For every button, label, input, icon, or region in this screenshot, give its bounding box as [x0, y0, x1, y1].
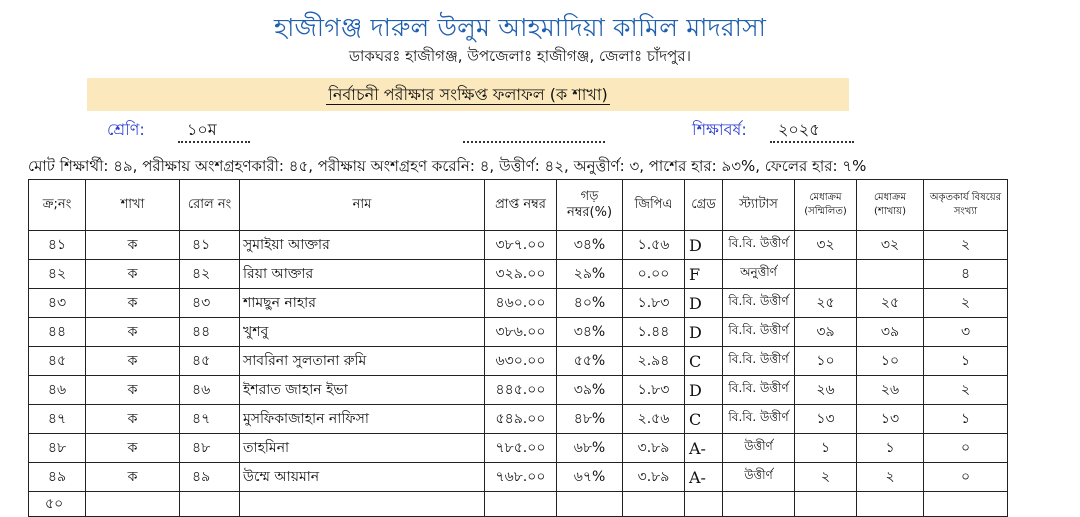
cell-gpa: ১.৫৬ — [623, 231, 685, 260]
cell-roll: ৪৮ — [180, 434, 240, 463]
cell-marks: ৩৮৬.০০ — [485, 318, 557, 347]
cell-grade: F — [685, 260, 723, 289]
header-marks: প্রাপ্ত নম্বর — [485, 180, 557, 231]
header-failed-subjects: অকৃতকার্য বিষয়ের সংখ্যা — [924, 180, 1008, 231]
header-merit-combined: মেধাক্রম (সম্মিলিত) — [795, 180, 857, 231]
class-value: ১০ম — [187, 120, 217, 139]
cell-name: খুশবু — [240, 318, 485, 347]
cell-grade: A- — [685, 463, 723, 492]
cell-grade — [685, 492, 723, 517]
header-avg: গড় নম্বর(%) — [557, 180, 623, 231]
cell-serial: ৪৪ — [29, 318, 86, 347]
cell-name: সাবরিনা সুলতানা রুমি — [240, 347, 485, 376]
banner-text: নির্বাচনী পরীক্ষার সংক্ষিপ্ত ফলাফল (ক শাখা) — [328, 85, 608, 104]
cell-failed-subjects — [924, 492, 1008, 517]
table-row — [29, 405, 1008, 434]
year-value: ২০২৫ — [778, 120, 820, 139]
cell-avg: ৩৪% — [557, 231, 623, 260]
cell-status: বি.বি. উত্তীর্ণ — [723, 231, 795, 260]
cell-name: উম্মে আয়মান — [240, 463, 485, 492]
cell-grade: D — [685, 289, 723, 318]
cell-serial: ৪২ — [29, 260, 86, 289]
cell-roll: ৪৬ — [180, 376, 240, 405]
middle-dotted-line — [463, 141, 605, 143]
cell-branch: ক — [86, 289, 180, 318]
table-row — [29, 260, 1008, 289]
cell-serial: ৪৮ — [29, 434, 86, 463]
table-row — [29, 231, 1008, 260]
cell-merit-branch: ৩৯ — [857, 318, 924, 347]
cell-avg: ৬৮% — [557, 434, 623, 463]
table-row — [29, 347, 1008, 376]
cell-gpa: ২.৫৬ — [623, 405, 685, 434]
cell-merit-combined: ৩৯ — [795, 318, 857, 347]
cell-status: বি.বি. উত্তীর্ণ — [723, 318, 795, 347]
cell-marks: ৩৮৭.০০ — [485, 231, 557, 260]
table-header-row — [29, 180, 1008, 231]
cell-failed-subjects: ০ — [924, 434, 1008, 463]
cell-marks: ৫৪৯.০০ — [485, 405, 557, 434]
cell-branch: ক — [86, 434, 180, 463]
cell-serial: ৪১ — [29, 231, 86, 260]
cell-branch: ক — [86, 376, 180, 405]
cell-name: তাহমিনা — [240, 434, 485, 463]
year-label: শিক্ষাবর্ষ: — [692, 120, 747, 139]
cell-avg: ৫৫% — [557, 347, 623, 376]
cell-failed-subjects: ১ — [924, 347, 1008, 376]
cell-gpa: ১.৮৩ — [623, 289, 685, 318]
cell-branch: ক — [86, 260, 180, 289]
cell-merit-branch: ২৫ — [857, 289, 924, 318]
institution-address: ডাকঘরঃ হাজীগঞ্জ, উপজেলাঃ হাজীগঞ্জ, জেলাঃ চাঁদপুর। — [349, 47, 691, 65]
class-dotted-line — [178, 141, 250, 143]
cell-serial: ৪৩ — [29, 289, 86, 318]
cell-roll: ৪৭ — [180, 405, 240, 434]
table-row — [29, 289, 1008, 318]
header-roll: রোল নং — [180, 180, 240, 231]
cell-merit-combined: ১ — [795, 434, 857, 463]
cell-merit-branch: ১ — [857, 434, 924, 463]
cell-avg: ৩৪% — [557, 318, 623, 347]
cell-avg — [557, 492, 623, 517]
cell-gpa: ৩.৮৯ — [623, 463, 685, 492]
institution-title: হাজীগঞ্জ দারুল উলুম আহমাদিয়া কামিল মাদরাসা — [273, 13, 767, 42]
table-row — [29, 318, 1008, 347]
cell-merit-branch: ২ — [857, 463, 924, 492]
cell-status: বি.বি. উত্তীর্ণ — [723, 405, 795, 434]
cell-gpa: ১.৮৩ — [623, 376, 685, 405]
cell-merit-combined: ২ — [795, 463, 857, 492]
header-branch: শাখা — [86, 180, 180, 231]
cell-merit-combined: ১০ — [795, 347, 857, 376]
cell-merit-combined: ১৩ — [795, 405, 857, 434]
cell-name: ইশরাত জাহান ইভা — [240, 376, 485, 405]
cell-serial: ৫০ — [29, 492, 86, 517]
table-row — [29, 376, 1008, 405]
header-grade: গ্রেড — [685, 180, 723, 231]
cell-avg: ৩৯% — [557, 376, 623, 405]
cell-name — [240, 492, 485, 517]
cell-grade: C — [685, 405, 723, 434]
cell-merit-combined: ২৬ — [795, 376, 857, 405]
class-label: শ্রেণি: — [107, 120, 145, 139]
result-banner — [87, 78, 849, 111]
table-body — [29, 231, 1008, 517]
cell-failed-subjects: ২ — [924, 289, 1008, 318]
cell-grade: D — [685, 231, 723, 260]
cell-merit-branch — [857, 492, 924, 517]
cell-status: বি.বি. উত্তীর্ণ — [723, 289, 795, 318]
header-gpa: জিপিএ — [623, 180, 685, 231]
cell-failed-subjects: ৪ — [924, 260, 1008, 289]
cell-grade: C — [685, 347, 723, 376]
cell-serial: ৪৬ — [29, 376, 86, 405]
cell-serial: ৪৭ — [29, 405, 86, 434]
cell-merit-combined: ২৫ — [795, 289, 857, 318]
cell-roll: ৪৩ — [180, 289, 240, 318]
year-dotted-line — [770, 141, 854, 143]
cell-roll: ৪৯ — [180, 463, 240, 492]
cell-name: শামছুন নাহার — [240, 289, 485, 318]
cell-name: রিয়া আক্তার — [240, 260, 485, 289]
cell-branch: ক — [86, 463, 180, 492]
cell-failed-subjects: ২ — [924, 376, 1008, 405]
cell-grade: D — [685, 376, 723, 405]
cell-branch: ক — [86, 318, 180, 347]
cell-gpa: ১.৪৪ — [623, 318, 685, 347]
cell-merit-branch — [857, 260, 924, 289]
cell-marks: ৩২৯.০০ — [485, 260, 557, 289]
cell-status: উত্তীর্ণ — [723, 434, 795, 463]
cell-roll: ৪২ — [180, 260, 240, 289]
header-serial: ক্র;নং — [29, 180, 86, 231]
cell-serial: ৪৯ — [29, 463, 86, 492]
cell-merit-branch: ২৬ — [857, 376, 924, 405]
cell-gpa: ০.০০ — [623, 260, 685, 289]
cell-serial: ৪৫ — [29, 347, 86, 376]
cell-marks: ৪৪৫.০০ — [485, 376, 557, 405]
result-summary: মোট শিক্ষার্থী: ৪৯, পরীক্ষায় অংশগ্রহণকারী: ৪৫, পরীক্ষায় অংশগ্রহণ করেনি: ৪, উত্তীর্ণ: ৪২, অনুত্তীর্ণ: ৩, পাশের হার: ৯৩%, ফেলের হার: ৭% — [28, 157, 867, 175]
cell-merit-combined: ৩২ — [795, 231, 857, 260]
cell-marks: ৭৮৫.০০ — [485, 434, 557, 463]
cell-roll: ৪৫ — [180, 347, 240, 376]
cell-gpa: ৩.৮৯ — [623, 434, 685, 463]
cell-marks: ৬৩০.০০ — [485, 347, 557, 376]
cell-branch — [86, 492, 180, 517]
result-table — [28, 179, 1008, 517]
cell-status: বি.বি. উত্তীর্ণ — [723, 376, 795, 405]
cell-marks: ৪৬০.০০ — [485, 289, 557, 318]
cell-merit-branch: ১০ — [857, 347, 924, 376]
cell-roll — [180, 492, 240, 517]
table-row — [29, 463, 1008, 492]
cell-branch: ক — [86, 347, 180, 376]
cell-grade: A- — [685, 434, 723, 463]
cell-avg: ৪০% — [557, 289, 623, 318]
cell-name: মুসফিকাজাহান নাফিসা — [240, 405, 485, 434]
cell-branch: ক — [86, 231, 180, 260]
cell-status: বি.বি. উত্তীর্ণ — [723, 347, 795, 376]
cell-merit-branch: ১৩ — [857, 405, 924, 434]
cell-grade: D — [685, 318, 723, 347]
cell-gpa: ২.৯৪ — [623, 347, 685, 376]
cell-failed-subjects: ২ — [924, 231, 1008, 260]
cell-avg: ৬৭% — [557, 463, 623, 492]
cell-failed-subjects: ০ — [924, 463, 1008, 492]
table-row — [29, 434, 1008, 463]
cell-failed-subjects: ১ — [924, 405, 1008, 434]
header-name: নাম — [240, 180, 485, 231]
cell-marks: ৭৬৮.০০ — [485, 463, 557, 492]
cell-avg: ৪৮% — [557, 405, 623, 434]
cell-failed-subjects: ৩ — [924, 318, 1008, 347]
cell-merit-combined — [795, 260, 857, 289]
cell-marks — [485, 492, 557, 517]
cell-branch: ক — [86, 405, 180, 434]
cell-avg: ২৯% — [557, 260, 623, 289]
cell-status — [723, 492, 795, 517]
table-row-partial — [29, 492, 1008, 517]
cell-merit-branch: ৩২ — [857, 231, 924, 260]
cell-status: উত্তীর্ণ — [723, 463, 795, 492]
cell-status: অনুত্তীর্ণ — [723, 260, 795, 289]
cell-roll: ৪৪ — [180, 318, 240, 347]
header-status: স্ট্যাটাস — [723, 180, 795, 231]
cell-gpa — [623, 492, 685, 517]
cell-name: সুমাইয়া আক্তার — [240, 231, 485, 260]
cell-roll: ৪১ — [180, 231, 240, 260]
cell-merit-combined — [795, 492, 857, 517]
header-merit-branch: মেধাক্রম (শাখায়) — [857, 180, 924, 231]
